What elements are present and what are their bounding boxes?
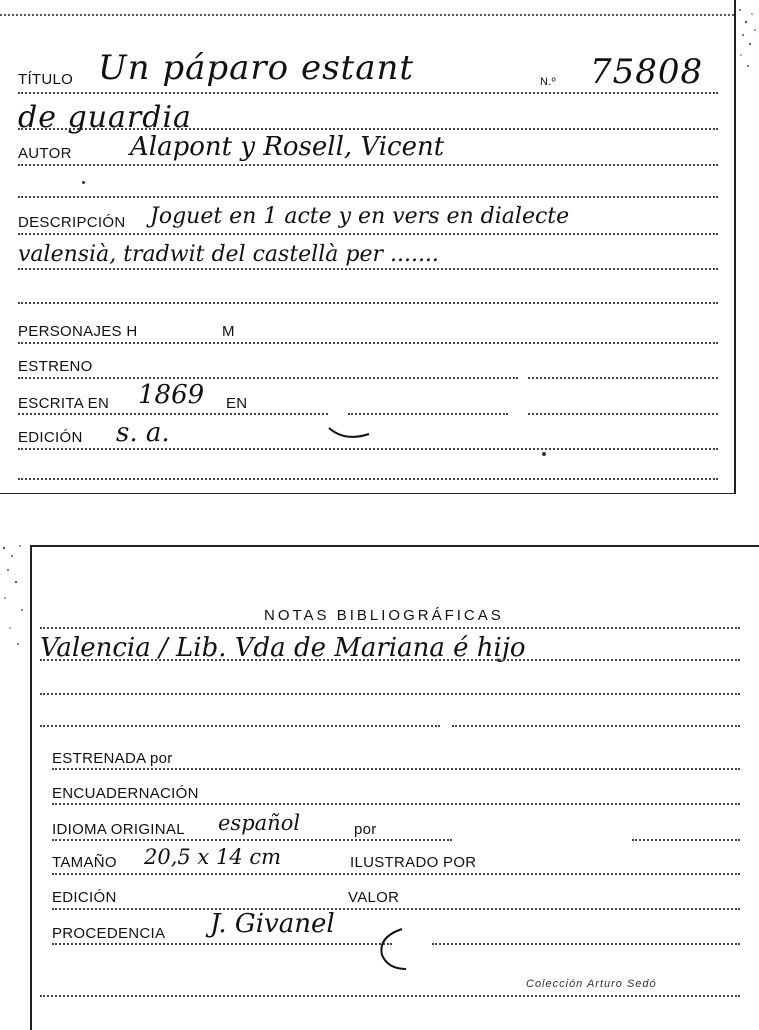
tamano-value: 20,5 x 14 cm: [144, 845, 282, 869]
descripcion-value-1: Joguet en 1 acte y en vers en dialecte: [150, 204, 570, 229]
escrita-value: 1869: [138, 380, 205, 410]
notas-line-3b: [452, 725, 740, 727]
autor-label: AUTOR: [18, 145, 72, 162]
estrenada-line: [52, 768, 740, 770]
escrita-label: ESCRITA EN: [18, 395, 110, 412]
descripcion-label: DESCRIPCIÓN: [18, 214, 126, 231]
notas-heading: NOTAS BIBLIOGRÁFICAS: [264, 607, 504, 624]
procedencia-value: J. Givanel: [210, 909, 335, 939]
numero-value: 75808: [590, 52, 704, 92]
notas-line-1: [40, 659, 740, 661]
notas-line-3: [40, 725, 440, 727]
escrita-line: [18, 413, 328, 415]
scan-noise: [736, 0, 759, 80]
escrita-line-2: [348, 413, 508, 415]
blank-line-1: [18, 196, 718, 198]
edicion-label: EDICIÓN: [18, 429, 83, 446]
procedencia-line: [52, 943, 392, 945]
estreno-line: [18, 377, 518, 379]
personajes-m-label: M: [222, 323, 235, 340]
edicion-bottom-line: [52, 908, 740, 910]
blank-line-3: [18, 478, 718, 480]
autor-value: Alapont y Rosell, Vicent: [130, 132, 445, 162]
catalog-card-bottom: [30, 545, 759, 1030]
numero-label: N.º: [540, 76, 556, 88]
titulo-label: TÍTULO: [18, 71, 74, 88]
notas-line-2: [40, 693, 740, 695]
personajes-h-label: PERSONAJES H: [18, 323, 138, 340]
ilustrado-label: ILUSTRADO POR: [350, 854, 477, 871]
bottom-line: [40, 995, 740, 997]
titulo-value: Un páparo estant: [98, 48, 415, 88]
descripcion-line-1: [18, 233, 718, 235]
ink-speck: [82, 181, 85, 184]
scan-noise: [0, 540, 28, 660]
titulo-line: [18, 92, 718, 94]
edicion-line: [18, 448, 718, 450]
procedencia-label: PROCEDENCIA: [52, 925, 166, 942]
en-label: EN: [226, 395, 248, 412]
estreno-line-2: [528, 377, 718, 379]
idioma-line-2: [632, 839, 740, 841]
ink-mark: [372, 925, 412, 975]
personajes-line: [18, 342, 718, 344]
encuadernacion-label: ENCUADERNACIÓN: [52, 785, 199, 802]
edicion-value: s. a.: [116, 418, 170, 448]
card-top-edge: [0, 14, 734, 16]
valor-label: VALOR: [348, 889, 400, 906]
notas-line-0: [40, 627, 740, 629]
autor-line: [18, 164, 718, 166]
catalog-card-top: [0, 0, 736, 494]
titulo-line-2: [18, 128, 718, 130]
tamano-line: [52, 873, 740, 875]
titulo-value-continued: de guardia: [18, 100, 192, 135]
idioma-value: español: [218, 811, 301, 835]
idioma-por-label: por: [354, 821, 377, 838]
notas-value: Valencia / Lib. Vda de Mariana é hijo: [40, 633, 526, 663]
procedencia-line-2: [432, 943, 740, 945]
estrenada-label: ESTRENADA por: [52, 750, 173, 767]
edicion-bottom-label: EDICIÓN: [52, 889, 117, 906]
descripcion-line-2: [18, 268, 718, 270]
estreno-label: ESTRENO: [18, 358, 93, 375]
escrita-line-3: [528, 413, 718, 415]
ink-mark: [325, 420, 375, 444]
descripcion-value-2: valensià, tradwit del castellà per .......: [18, 242, 439, 267]
idioma-label: IDIOMA ORIGINAL: [52, 821, 185, 838]
idioma-line: [52, 839, 452, 841]
colophon: Colección Arturo Sedó: [526, 978, 657, 990]
tamano-label: TAMAÑO: [52, 854, 117, 871]
encuadernacion-line: [52, 803, 740, 805]
blank-line-2: [18, 302, 718, 304]
ink-speck: [542, 452, 546, 456]
